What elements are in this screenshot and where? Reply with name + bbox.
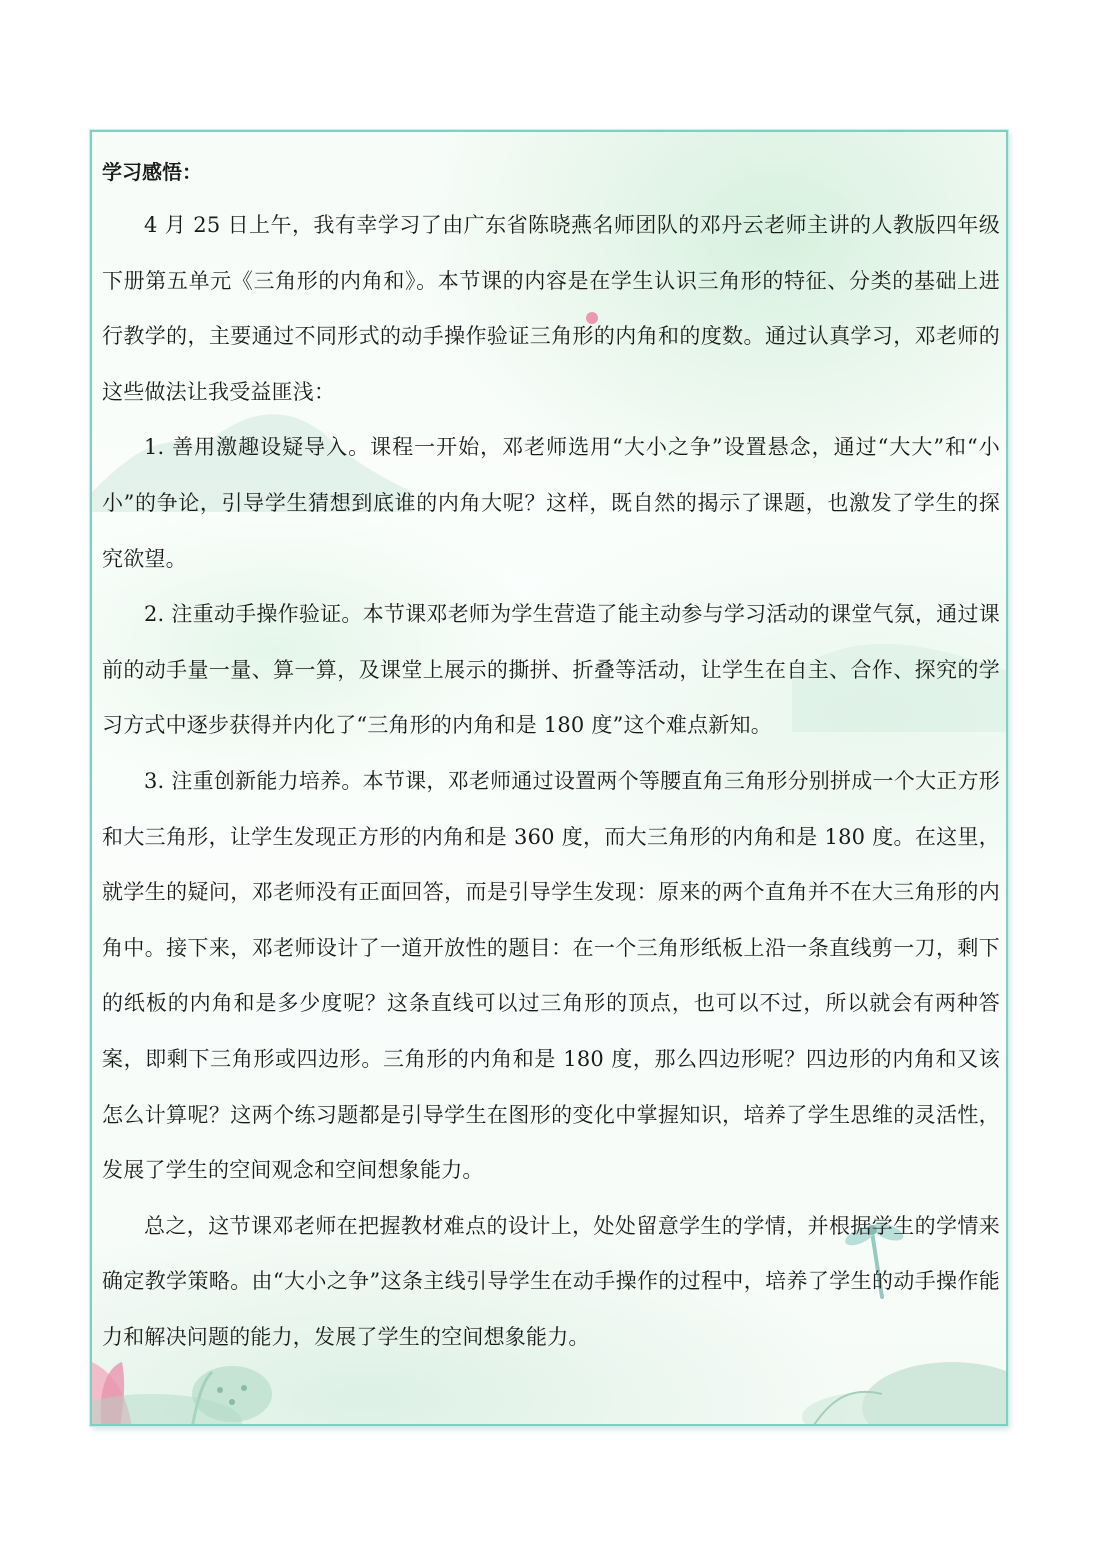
section-heading: 学习感悟： [102, 160, 202, 184]
paragraph-point-1: 1. 善用激趣设疑导入。课程一开始，邓老师选用“大小之争”设置悬念，通过“大大”和“小小”的争论，引导学生猜想到底谁的内角大呢？这样，既自然的揭示了课题，也激发了学生的探究欲望。 [102, 435, 1000, 571]
bordered-text-box [90, 130, 1008, 1426]
paragraph-conclusion: 总之，这节课邓老师在把握教材难点的设计上，处处留意学生的学情，并根据学生的学情来确定教学策略。由“大小之争”这条主线引导学生在动手操作的过程中，培养了学生的动手操作能力和解决问题的能力，发展了学生的空间想象能力。 [102, 1213, 1000, 1349]
lotus-illustration [92, 1362, 272, 1426]
paragraph-intro: 4 月 25 日上午，我有幸学习了由广东省陈晓燕名师团队的邓丹云老师主讲的人教版四年级下册第五单元《三角形的内角和》。本节课的内容是在学生认识三角形的特征、分类的基础上进行教学的，主要通过不同形式的动手操作验证三角形的内角和的度数。通过认真学习，邓老师的这些做法让我受益匪浅： [102, 213, 1000, 404]
text-content [102, 146, 1000, 1365]
lotus-leaf-illustration [802, 1362, 1008, 1426]
paragraph-point-2: 2. 注重动手操作验证。本节课邓老师为学生营造了能主动参与学习活动的课堂气氛，通过课前的动手量一量、算一算，及课堂上展示的撕拼、折叠等活动，让学生在自主、合作、探究的学习方式中逐步获得并内化了“三角形的内角和是 180 度”这个难点新知。 [102, 602, 1000, 738]
paragraph-point-3: 3. 注重创新能力培养。本节课，邓老师通过设置两个等腰直角三角形分别拼成一个大正方形和大三角形，让学生发现正方形的内角和是 360 度，而大三角形的内角和是 180 度。在这里，就学生的疑问，邓老师没有正面回答，而是引导学生发现：原来的两个直角并不在大三角形的内角中。接下来，邓老师设计了一道开放性的题目：在一个三角形纸板上沿一条直线剪一刀，剩下的纸板的内角和是多少度呢？这条直线可以过三角形的顶点，也可以不过，所以就会有两种答案，即剩下三角形或四边形。三角形的内角和是 180 度，那么四边形呢？四边形的内角和又该怎么计算呢？这两个练习题都是引导学生在图形的变化中掌握知识，培养了学生思维的灵活性，发展了学生的空间观念和空间想象能力。 [102, 768, 1000, 1183]
